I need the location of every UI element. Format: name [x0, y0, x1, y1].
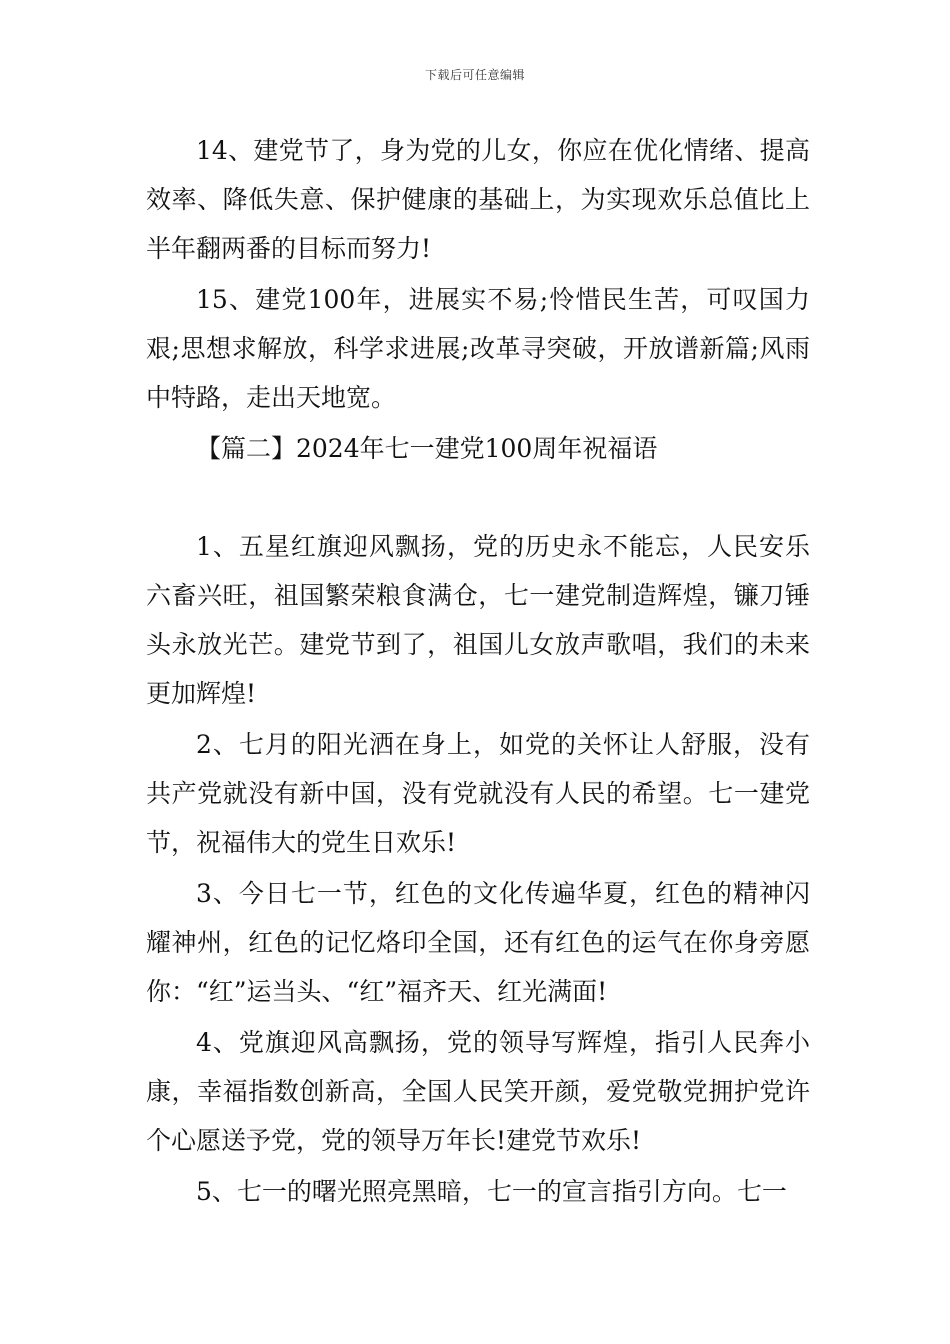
paragraph-3: 3、今日七一节，红色的文化传遍华夏，红色的精神闪耀神州，红色的记忆烙印全国，还有红色的运气在你身旁愿你：“红”运当头、“红”福齐天、红光满面!	[146, 879, 810, 1006]
document-body	[146, 126, 810, 1218]
page-header: 下载后可任意编辑	[424, 68, 525, 82]
paragraph-4: 4、党旗迎风高飘扬，党的领导写辉煌，指引人民奔小康，幸福指数创新高，全国人民笑开颜，爱党敬党拥护党许个心愿送予党，党的领导万年长!建党节欢乐!	[146, 1028, 810, 1155]
paragraph-14: 14、建党节了，身为党的儿女，你应在优化情绪、提高效率、降低失意、保护健康的基础上，为实现欢乐总值比上半年翻两番的目标而努力!	[146, 136, 810, 263]
paragraph-1: 1、五星红旗迎风飘扬，党的历史永不能忘，人民安乐六畜兴旺，祖国繁荣粮食满仓，七一建党制造辉煌，镰刀锤头永放光芒。建党节到了，祖国儿女放声歌唱，我们的未来更加辉煌!	[146, 532, 810, 708]
paragraph-2: 2、七月的阳光洒在身上，如党的关怀让人舒服，没有共产党就没有新中国，没有党就没有人民的希望。七一建党节，祝福伟大的党生日欢乐!	[146, 730, 810, 857]
section-title: 【篇二】2024年七一建党100周年祝福语	[196, 434, 658, 463]
paragraph-15: 15、建党100年，进展实不易;怜惜民生苦，可叹国力艰;思想求解放，科学求进展;改革寻突破，开放谱新篇;风雨中特路，走出天地宽。	[146, 285, 810, 412]
paragraph-5: 5、七一的曙光照亮黑暗，七一的宣言指引方向。七一	[196, 1177, 787, 1206]
